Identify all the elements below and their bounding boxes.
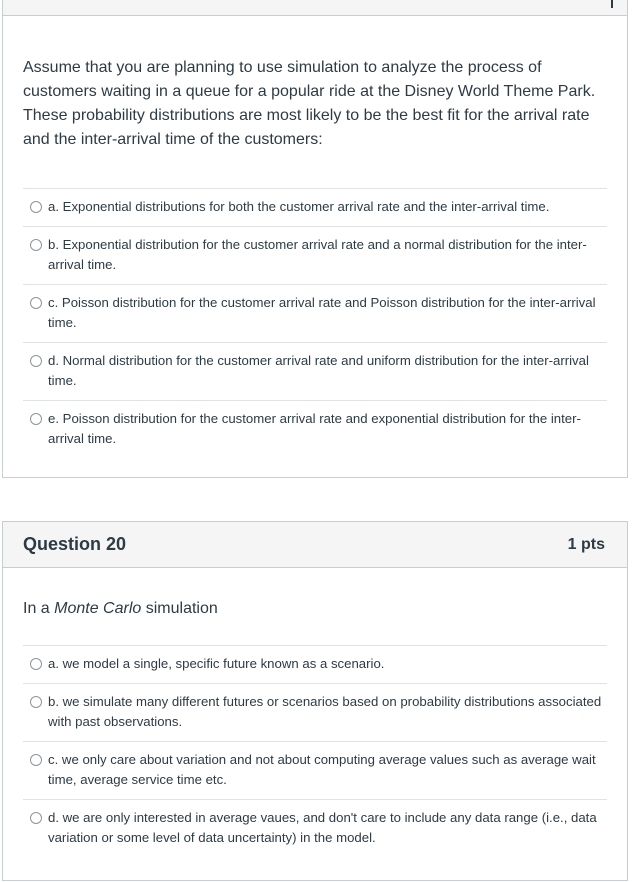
- answer-option[interactable]: [23, 226, 607, 284]
- answer-label[interactable]: c. we only care about variation and not about computing average values such as average wait time, average service time etc.: [48, 752, 596, 787]
- radio-button[interactable]: [30, 696, 42, 708]
- radio-button[interactable]: [30, 812, 42, 824]
- radio-button[interactable]: [30, 754, 42, 766]
- radio-button[interactable]: [30, 355, 42, 367]
- question-20-answers: [23, 645, 607, 857]
- question-20-text: [23, 599, 218, 619]
- question-text-before: In a: [23, 600, 55, 617]
- radio-button[interactable]: [30, 297, 42, 309]
- question-text-emphasis: Monte Carlo: [54, 600, 142, 617]
- answer-option[interactable]: [23, 683, 607, 741]
- radio-button[interactable]: [30, 201, 42, 213]
- answer-option[interactable]: [23, 284, 607, 342]
- radio-button[interactable]: [30, 239, 42, 251]
- question-title: Question 20: [23, 534, 127, 554]
- radio-button[interactable]: [30, 658, 42, 670]
- answer-label[interactable]: b. Exponential distribution for the customer arrival rate and a normal distribution for the inter-arrival time.: [48, 237, 587, 272]
- question-text-after: simulation: [141, 600, 218, 617]
- answer-option[interactable]: [23, 400, 607, 458]
- answer-label[interactable]: d. we are only interested in average vaues, and don't care to include any data range (i.e., data variation or some level of data uncertainty) in the model.: [48, 810, 597, 845]
- answer-label[interactable]: a. Exponential distributions for both the customer arrival rate and the inter-arrival time.: [48, 199, 550, 214]
- question-19-answers: [23, 188, 607, 458]
- answer-option[interactable]: [23, 741, 607, 799]
- question-19-text: Assume that you are planning to use simulation to analyze the process of customers waiting in a queue for a popular ride at the Disney World Theme Park. These probability distributions are most likely to be the best fit for the arrival rate and the inter-arrival time of the customers:: [23, 59, 596, 148]
- answer-option[interactable]: [23, 188, 607, 226]
- answer-option[interactable]: [23, 645, 607, 683]
- answer-option[interactable]: [23, 342, 607, 400]
- answer-label[interactable]: c. Poisson distribution for the customer arrival rate and Poisson distribution for the inter-arrival time.: [48, 295, 596, 330]
- answer-label[interactable]: d. Normal distribution for the customer arrival rate and uniform distribution for the inter-arrival time.: [48, 353, 589, 388]
- answer-label[interactable]: a. we model a single, specific future known as a scenario.: [48, 656, 385, 671]
- answer-label[interactable]: e. Poisson distribution for the customer arrival rate and exponential distribution for the inter-arrival time.: [48, 411, 581, 446]
- question-19-header: [3, 0, 627, 16]
- question-20-card: [2, 521, 628, 881]
- answer-label[interactable]: b. we simulate many different futures or scenarios based on probability distributions associated with past observations.: [48, 694, 602, 729]
- header-divider-mark: [611, 0, 613, 8]
- question-20-header: [3, 522, 627, 568]
- radio-button[interactable]: [30, 413, 42, 425]
- question-points: 1 pts: [567, 536, 605, 553]
- question-19-card: [2, 0, 628, 478]
- answer-option[interactable]: [23, 799, 607, 857]
